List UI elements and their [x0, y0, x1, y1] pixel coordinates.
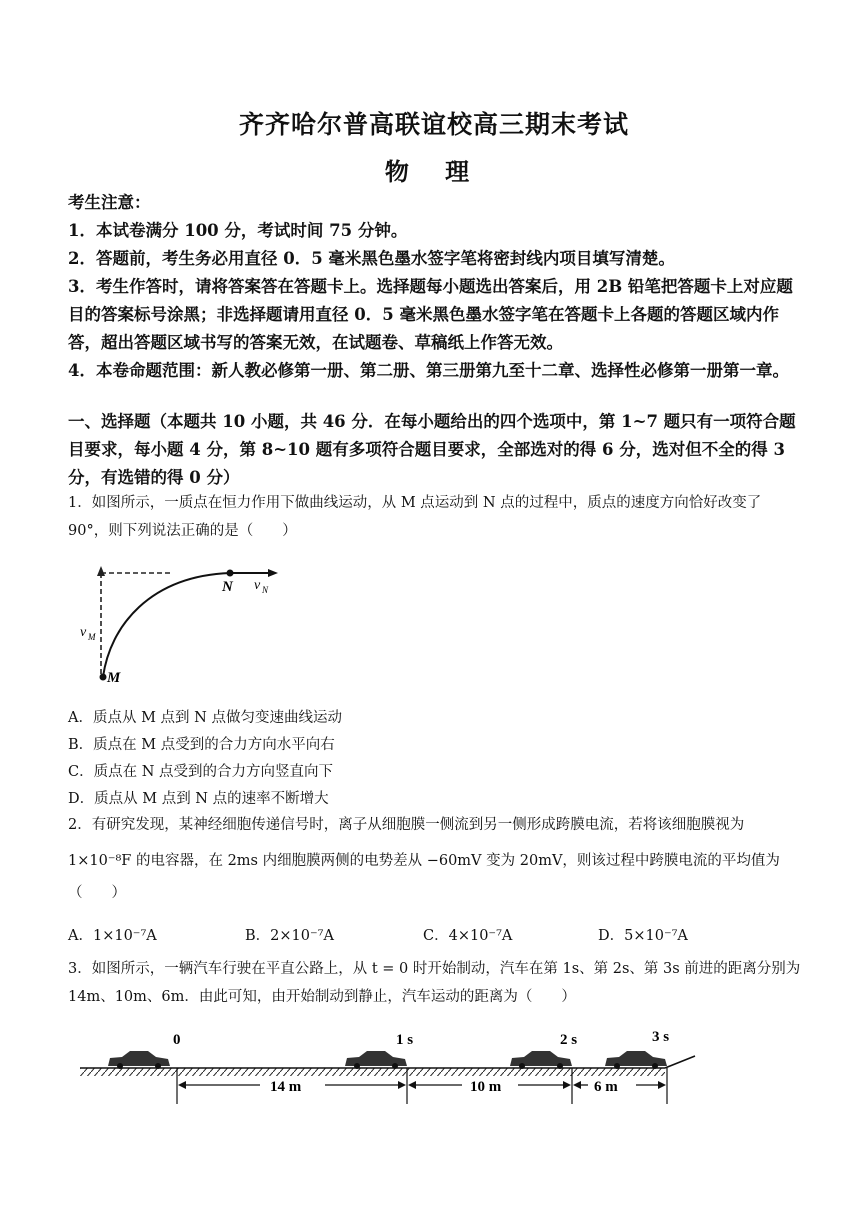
- distance-label-14m: 14 m: [270, 1079, 302, 1095]
- exam-title: 齐齐哈尔普高联谊校高三期末考试: [238, 110, 629, 139]
- question-2-stem: [68, 810, 803, 908]
- notice-item-1: 1．本试卷满分 100 分，考试时间 75 分钟。: [68, 221, 408, 240]
- question-1-option-b: B．质点在 M 点受到的合力方向水平向右: [68, 737, 335, 753]
- car-at-3s: [605, 1051, 667, 1069]
- point-N: [227, 570, 234, 577]
- car-at-0s: [108, 1051, 170, 1069]
- question-2-option-b: B．2×10⁻⁷A: [245, 928, 334, 944]
- notice-item-4: 4．本卷命题范围：新人教必修第一册、第二册、第三册第九至十二章、选择性必修第一册第一章。: [68, 361, 789, 380]
- subject-title: 物 理: [384, 157, 484, 186]
- question-3-text: 3．如图所示，一辆汽车行驶在平直公路上，从 t = 0 时开始制动，汽车在第 1s、第 2s、第 3s 前进的距离分别为 14m、10m、6m．由此可知，由开始制动到静止，汽车运动的距离为（ ）: [68, 961, 801, 1005]
- point-M: [100, 674, 107, 681]
- label-vN-sub: N: [262, 585, 269, 595]
- notice-item-2: 2．答题前，考生务必用直径 0．5 毫米黑色墨水签字笔将密封线内项目填写清楚。: [68, 249, 675, 268]
- question-2-option-a: A．1×10⁻⁷A: [68, 928, 157, 944]
- candidate-notice: [68, 189, 803, 385]
- distance-label-6m: 6 m: [594, 1079, 618, 1095]
- question-1-option-a: A．质点从 M 点到 N 点做匀变速曲线运动: [68, 710, 342, 726]
- question-2-line-2: 1×10⁻⁸F 的电容器，在 2ms 内细胞膜两侧的电势差从 −60mV 变为 20mV，则该过程中跨膜电流的平均值为: [68, 853, 780, 869]
- label-vM-sub: M: [88, 632, 96, 642]
- question-3-figure: [70, 1024, 710, 1114]
- distance-label-10m: 10 m: [470, 1079, 502, 1095]
- road-hatching: [80, 1068, 665, 1076]
- car-at-2s: [510, 1051, 572, 1069]
- distance-arrow-6m: [573, 1081, 666, 1089]
- notice-heading: 考生注意：: [68, 193, 151, 212]
- label-N: N: [222, 579, 233, 595]
- question-3-stem: [68, 955, 803, 1011]
- question-2-option-c: C．4×10⁻⁷A: [423, 928, 513, 944]
- velocity-N-arrowhead: [268, 569, 278, 577]
- label-vN: v: [254, 578, 261, 593]
- car-at-1s: [345, 1051, 407, 1069]
- time-label-2s: 2 s: [560, 1032, 578, 1048]
- question-1-stem: [68, 489, 803, 545]
- question-2-line-3: （ ）: [68, 885, 126, 901]
- question-2-option-d: D．5×10⁻⁷A: [598, 928, 688, 944]
- notice-item-3: 3．考生作答时，请将答案答在答题卡上。选择题每小题选出答案后，用 2B 铅笔把答题卡上对应题目的答案标号涂黑；非选择题请用直径 0．5 毫米黑色墨水签字笔在答题卡上各题的答题区域内作答，超出答题区域书写的答案无效，在试题卷、草稿纸上作答无效。: [68, 277, 793, 352]
- trajectory-curve: [103, 573, 275, 677]
- time-label-3s: 3 s: [652, 1029, 670, 1045]
- question-1-option-c: C．质点在 N 点受到的合力方向竖直向下: [68, 764, 333, 780]
- time-label-1s: 1 s: [396, 1032, 414, 1048]
- section-heading-choice: 一、选择题（本题共 10 小题，共 46 分．在每小题给出的四个选项中，第 1~7 题只有一项符合题目要求，每小题 4 分，第 8~10 题有多项符合题目要求，全部选对的得 6 分，选对但不全的得 3 分，有选错的得 0 分）: [68, 412, 796, 487]
- label-vM: v: [80, 625, 87, 640]
- label-M: M: [107, 670, 121, 686]
- question-2-line-1: 2．有研究发现，某神经细胞传递信号时，离子从细胞膜一侧流到另一侧形成跨膜电流，若将该细胞膜视为: [68, 817, 745, 833]
- question-1-text: 1．如图所示，一质点在恒力作用下做曲线运动，从 M 点运动到 N 点的过程中，质点的速度方向恰好改变了 90°，则下列说法正确的是（ ）: [68, 495, 762, 539]
- question-1-option-d: D．质点从 M 点到 N 点的速率不断增大: [68, 791, 329, 807]
- time-label-0: 0: [173, 1032, 181, 1048]
- road-slope: [665, 1056, 695, 1068]
- velocity-M-arrowhead: [97, 566, 105, 576]
- question-1-figure: [70, 556, 290, 691]
